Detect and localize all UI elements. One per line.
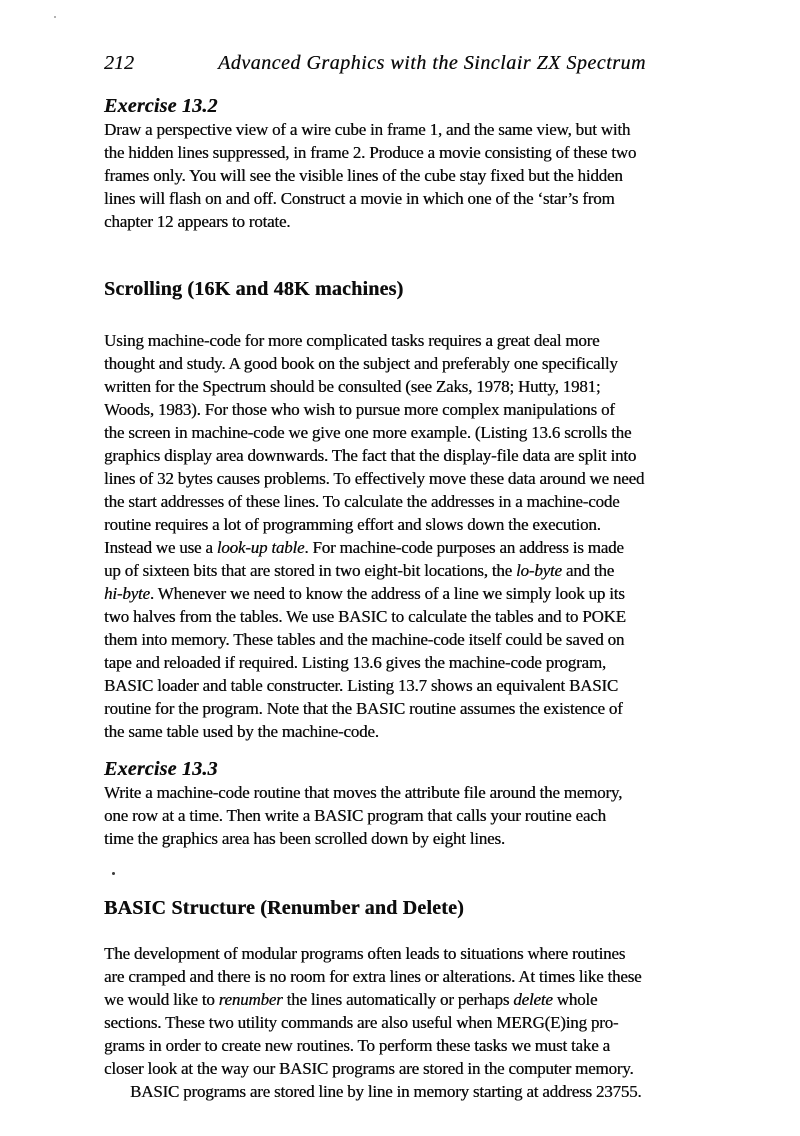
text-line: the screen in machine-code we give one more example. (Listing 13.6 scrolls the bbox=[104, 423, 632, 442]
text-line: the same table used by the machine-code. bbox=[104, 722, 379, 741]
text-line: lines of 32 bytes causes problems. To effectively move these data around we need bbox=[104, 469, 645, 488]
text-line: Using machine-code for more complicated tasks requires a great deal more bbox=[104, 331, 600, 350]
text-line: one row at a time. Then write a BASIC program that calls your routine each bbox=[104, 806, 606, 825]
text-line: are cramped and there is no room for extra lines or alterations. At times like these bbox=[104, 967, 642, 986]
exercise-13-3-heading: Exercise 13.3 bbox=[104, 758, 218, 780]
text-line: the hidden lines suppressed, in frame 2. Produce a movie consisting of these two bbox=[104, 143, 637, 162]
text-line: two halves from the tables. We use BASIC to calculate the tables and to POKE bbox=[104, 607, 626, 626]
text-line: we would like to renumber the lines automatically or perhaps delete whole bbox=[104, 990, 598, 1009]
scan-artifact-dot bbox=[112, 872, 115, 875]
text-line: grams in order to create new routines. To perform these tasks we must take a bbox=[104, 1036, 610, 1055]
text-line: time the graphics area has been scrolled down by eight lines. bbox=[104, 829, 505, 848]
scrolling-section-heading: Scrolling (16K and 48K machines) bbox=[104, 278, 404, 300]
running-head-title: Advanced Graphics with the Sinclair ZX Spectrum bbox=[218, 52, 646, 74]
text-line: chapter 12 appears to rotate. bbox=[104, 212, 291, 231]
text-line: the start addresses of these lines. To calculate the addresses in a machine-code bbox=[104, 492, 620, 511]
text-line: graphics display area downwards. The fact that the display-file data are split into bbox=[104, 446, 637, 465]
exercise-13-2-heading: Exercise 13.2 bbox=[104, 95, 218, 117]
text-line: thought and study. A good book on the subject and preferably one specifically bbox=[104, 354, 618, 373]
text-line: Woods, 1983). For those who wish to pursue more complex manipulations of bbox=[104, 400, 615, 419]
text-line: Write a machine-code routine that moves the attribute file around the memory, bbox=[104, 783, 623, 802]
text-line: hi-byte. Whenever we need to know the address of a line we simply look up its bbox=[104, 584, 625, 603]
text-line: Draw a perspective view of a wire cube in frame 1, and the same view, but with bbox=[104, 120, 631, 139]
text-line: sections. These two utility commands are also useful when MERG(E)ing pro- bbox=[104, 1013, 619, 1032]
text-line: BASIC loader and table constructer. Listing 13.7 shows an equivalent BASIC bbox=[104, 676, 619, 695]
text-line: them into memory. These tables and the machine-code itself could be saved on bbox=[104, 630, 625, 649]
text-line: routine requires a lot of programming effort and slows down the execution. bbox=[104, 515, 601, 534]
exercise-13-3-section bbox=[104, 758, 622, 850]
exercise-13-2-section bbox=[104, 95, 636, 233]
text-line: Instead we use a look-up table. For machine-code purposes an address is made bbox=[104, 538, 624, 557]
text-line: routine for the program. Note that the BASIC routine assumes the existence of bbox=[104, 699, 623, 718]
text-line: The development of modular programs often leads to situations where routines bbox=[104, 944, 626, 963]
exercise-13-2-body bbox=[104, 118, 636, 233]
text-line: frames only. You will see the visible lines of the cube stay fixed but the hidden bbox=[104, 166, 623, 185]
text-line: up of sixteen bits that are stored in two eight-bit locations, the lo-byte and the bbox=[104, 561, 615, 580]
scrolling-paragraph bbox=[104, 329, 644, 743]
text-line: BASIC programs are stored line by line in memory starting at address 23755. bbox=[130, 1082, 642, 1101]
text-line: closer look at the way our BASIC programs are stored in the computer memory. bbox=[104, 1059, 634, 1078]
scan-artifact-speck bbox=[54, 16, 56, 18]
text-line: tape and reloaded if required. Listing 13.6 gives the machine-code program, bbox=[104, 653, 606, 672]
text-line: written for the Spectrum should be consulted (see Zaks, 1978; Hutty, 1981; bbox=[104, 377, 601, 396]
basic-structure-heading: BASIC Structure (Renumber and Delete) bbox=[104, 897, 464, 919]
running-header bbox=[104, 52, 646, 75]
text-line: lines will flash on and off. Construct a movie in which one of the ‘star’s from bbox=[104, 189, 615, 208]
page-number: 212 bbox=[104, 52, 134, 74]
basic-structure-paragraph bbox=[104, 942, 641, 1103]
exercise-13-3-body bbox=[104, 781, 622, 850]
